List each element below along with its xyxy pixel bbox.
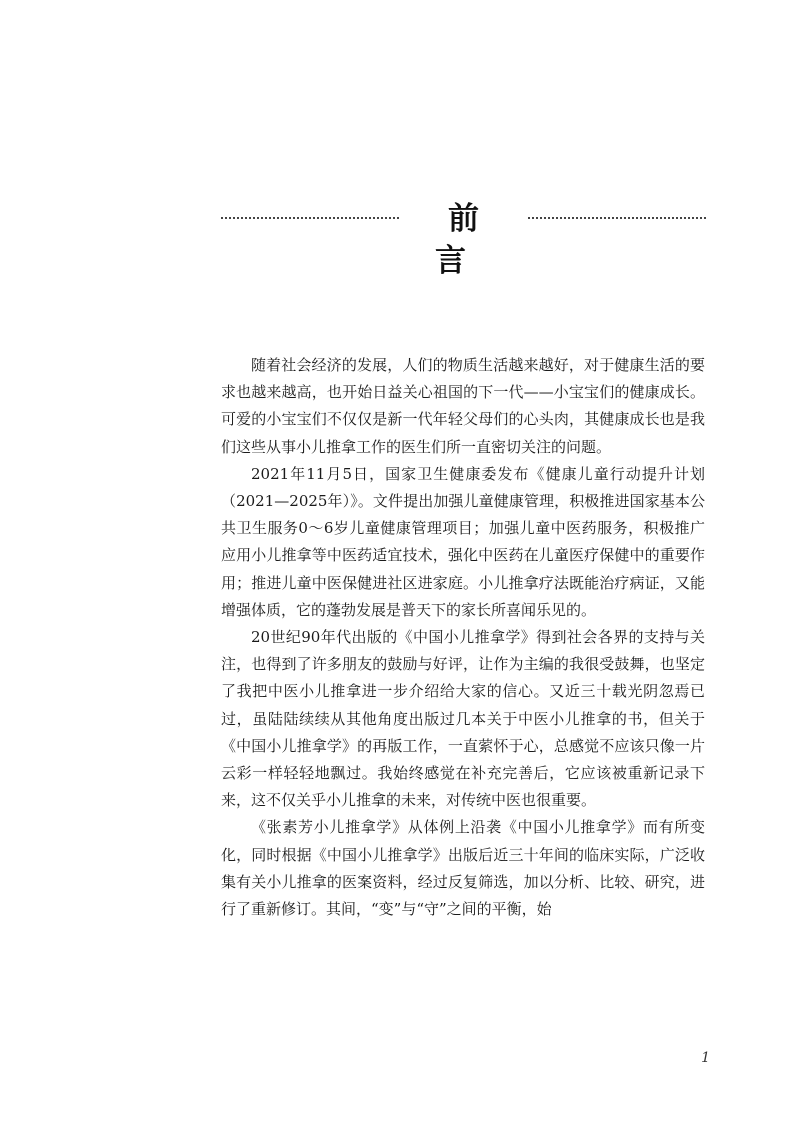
body-text [221,352,705,923]
paragraph-1: 随着社会经济的发展，人们的物质生活越来越好，对于健康生活的要求也越来越高，也开始日益关心祖国的下一代——小宝宝们的健康成长。可爱的小宝宝们不仅仅是新一代年轻父母们的心头肉，其健康成长也是我们这些从事小儿推拿工作的医生们所一直密切关注的问题。 [221,356,705,456]
paragraph-2: 2021年11月5日，国家卫生健康委发布《健康儿童行动提升计划（2021—2025年）》。文件提出加强儿童健康管理，积极推进国家基本公共卫生服务0～6岁儿童健康管理项目；加强儿童中医药服务，积极推广应用小儿推拿等中医药适宜技术，强化中医药在儿童医疗保健中的重要作用；推进儿童中医保健进社区进家庭。小儿推拿疗法既能治疗病证，又能增强体质，它的蓬勃发展是普天下的家长所喜闻乐见的。 [221,464,705,619]
paragraph-4: 《张素芳小儿推拿学》从体例上沿袭《中国小儿推拿学》而有所变化，同时根据《中国小儿推拿学》出版后近三十年间的临床实际，广泛收集有关小儿推拿的医案资料，经过反复筛选，加以分析、比较、研究，进行了重新修订。其间，“变”与“守”之间的平衡，始 [221,818,705,919]
chapter-title: 前言 [435,201,505,279]
page-number: 1 [701,1050,710,1066]
dotted-rule-left [221,217,399,219]
chapter-header [221,198,706,279]
paragraph-3: 20世纪90年代出版的《中国小儿推拿学》得到社会各界的支持与关注，也得到了许多朋友的鼓励与好评，让作为主编的我很受鼓舞，也坚定了我把中医小儿推拿进一步介绍给大家的信心。又近三十载光阴忽焉已过，虽陆陆续续从其他角度出版过几本关于中医小儿推拿的书，但关于《中国小儿推拿学》的再版工作，一直萦怀于心，总感觉不应该只像一片云彩一样轻轻地飘过。我始终感觉在补充完善后，它应该被重新记录下来，这不仅关乎小儿推拿的未来，对传统中医也很重要。 [221,628,705,810]
dotted-rule-right [528,217,706,219]
